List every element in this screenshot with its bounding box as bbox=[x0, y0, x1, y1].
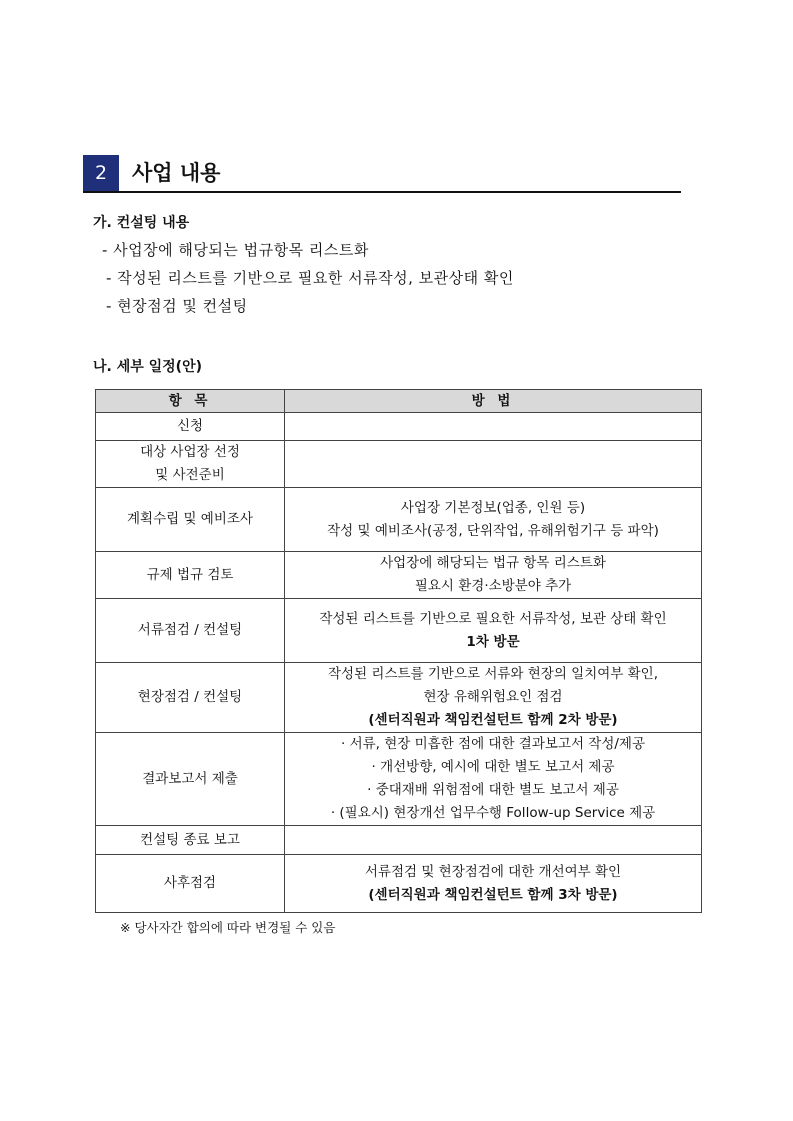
section-number-badge: 2 bbox=[83, 155, 119, 191]
section-header bbox=[83, 155, 681, 193]
item-cell: 계획수립 및 예비조사 bbox=[96, 488, 285, 552]
item-cell: 컨설팅 종료 보고 bbox=[96, 826, 285, 855]
item-cell: 신청 bbox=[96, 413, 285, 441]
column-header-method: 방 법 bbox=[285, 390, 702, 413]
section-title: 사업 내용 bbox=[132, 161, 221, 185]
consulting-item-3: - 현장점검 및 컨설팅 bbox=[106, 297, 248, 315]
table-row bbox=[96, 733, 702, 826]
consulting-heading: 가. 컨설팅 내용 bbox=[93, 215, 190, 231]
method-cell: 서류점검 및 현장점검에 대한 개선여부 확인 (센터직원과 책임컨설턴트 함께 3차 방문) bbox=[285, 855, 702, 913]
schedule-table bbox=[95, 389, 702, 913]
method-cell: · 서류, 현장 미흡한 점에 대한 결과보고서 작성/제공 · 개선방향, 예시에 대한 별도 보고서 제공 · 중대재배 위험점에 대한 별도 보고서 제공 · (필요시) 현장개선 업무수행 Follow-up Service 제공 bbox=[285, 733, 702, 826]
method-cell bbox=[285, 826, 702, 855]
table-row bbox=[96, 552, 702, 599]
column-header-item: 항 목 bbox=[96, 390, 285, 413]
table-row bbox=[96, 663, 702, 733]
item-cell: 서류점검 / 컨설팅 bbox=[96, 599, 285, 663]
consulting-item-2: - 작성된 리스트를 기반으로 필요한 서류작성, 보관상태 확인 bbox=[106, 269, 514, 287]
table-row bbox=[96, 441, 702, 488]
consulting-item-1: - 사업장에 해당되는 법규항목 리스트화 bbox=[102, 241, 369, 259]
method-cell bbox=[285, 441, 702, 488]
table-row bbox=[96, 855, 702, 913]
table-row bbox=[96, 488, 702, 552]
schedule-note: ※ 당사자간 합의에 따라 변경될 수 있음 bbox=[120, 920, 336, 935]
item-cell: 사후점검 bbox=[96, 855, 285, 913]
method-cell: 작성된 리스트를 기반으로 서류와 현장의 일치여부 확인, 현장 유해위험요인 점검 (센터직원과 책임컨설턴트 함께 2차 방문) bbox=[285, 663, 702, 733]
table-row bbox=[96, 826, 702, 855]
item-cell: 현장점검 / 컨설팅 bbox=[96, 663, 285, 733]
item-cell: 결과보고서 제출 bbox=[96, 733, 285, 826]
method-cell bbox=[285, 413, 702, 441]
item-cell: 대상 사업장 선정 및 사전준비 bbox=[96, 441, 285, 488]
schedule-heading: 나. 세부 일정(안) bbox=[93, 359, 203, 375]
method-cell: 작성된 리스트를 기반으로 필요한 서류작성, 보관 상태 확인 1차 방문 bbox=[285, 599, 702, 663]
method-cell: 사업장 기본정보(업종, 인원 등) 작성 및 예비조사(공정, 단위작업, 유해위험기구 등 파악) bbox=[285, 488, 702, 552]
table-header-row bbox=[96, 390, 702, 413]
table-row bbox=[96, 413, 702, 441]
method-cell: 사업장에 해당되는 법규 항목 리스트화 필요시 환경·소방분야 추가 bbox=[285, 552, 702, 599]
item-cell: 규제 법규 검토 bbox=[96, 552, 285, 599]
table-row bbox=[96, 599, 702, 663]
